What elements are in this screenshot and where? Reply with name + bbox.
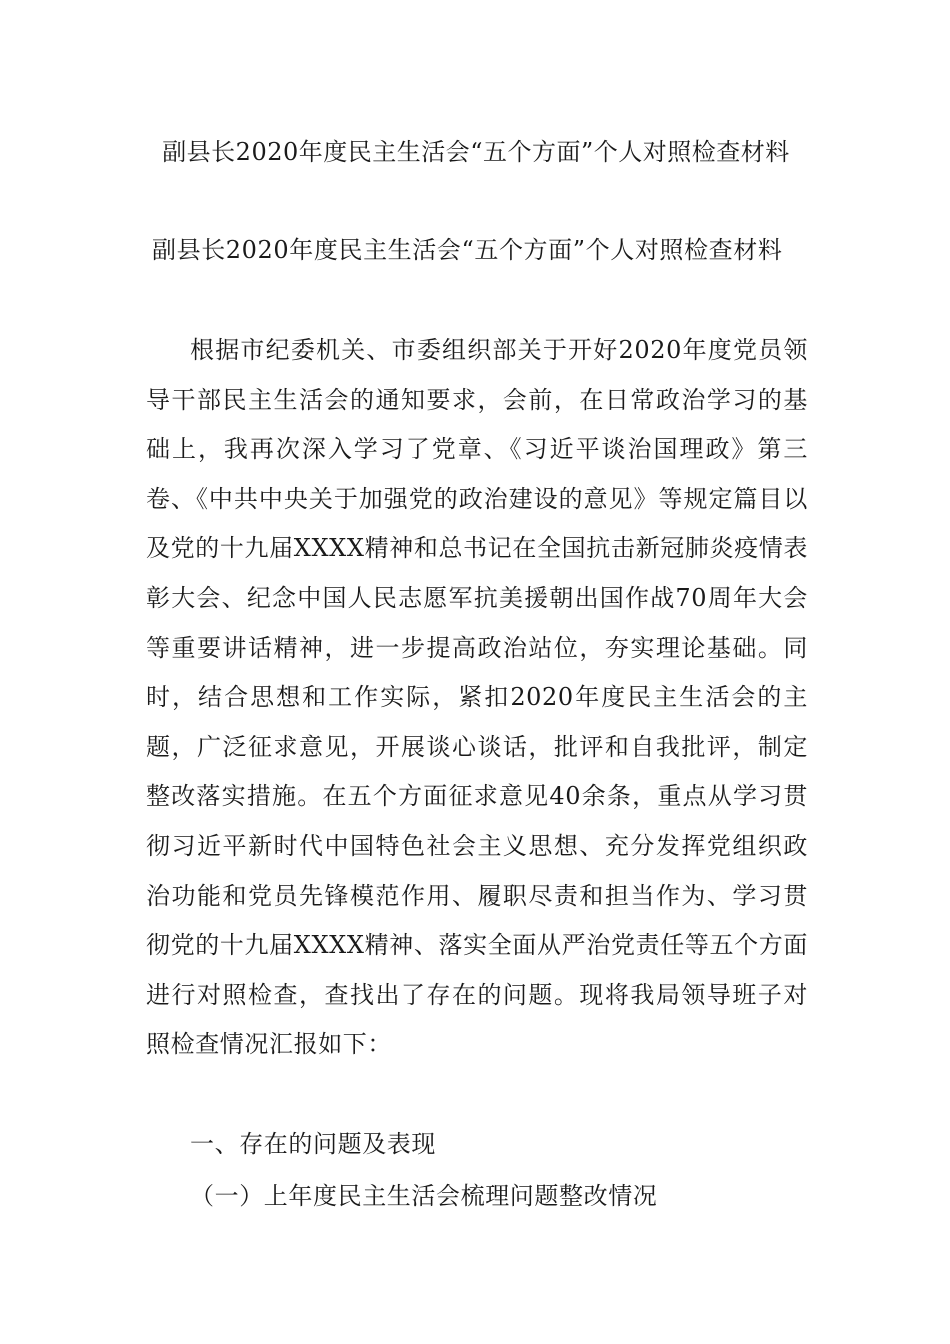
document-subtitle: 副县长2020年度民主生活会“五个方面”个人对照检查材料 xyxy=(152,236,783,264)
subsection-heading-1: （一）上年度民主生活会梳理问题整改情况 xyxy=(190,1182,658,1210)
section-heading-1: 一、存在的问题及表现 xyxy=(190,1130,436,1158)
document-title: 副县长2020年度民主生活会“五个方面”个人对照检查材料 xyxy=(162,138,790,166)
intro-paragraph: 根据市纪委机关、市委组织部关于开好2020年度党员领导干部民主生活会的通知要求，会前，在日常政治学习的基础上，我再次深入学习了党章、《习近平谈治国理政》第三卷、《中共中央关于加强党的政治建设的意见》等规定篇目以及党的十九届XXXX精神和总书记在全国抗击新冠肺炎疫情表彰大会、纪念中国人民志愿军抗美援朝出国作战70周年大会等重要讲话精神，进一步提高政治站位，夯实理论基础。同时，结合思想和工作实际，紧扣2020年度民主生活会的主题，广泛征求意见，开展谈心谈话，批评和自我批评，制定整改落实措施。在五个方面征求意见40余条，重点从学习贯彻习近平新时代中国特色社会主义思想、充分发挥党组织政治功能和党员先锋模范作用、履职尽责和担当作为、学习贯彻党的十九届XXXX精神、落实全面从严治党责任等五个方面进行对照检查，查找出了存在的问题。现将我局领导班子对照检查情况汇报如下： xyxy=(146,336,808,1059)
